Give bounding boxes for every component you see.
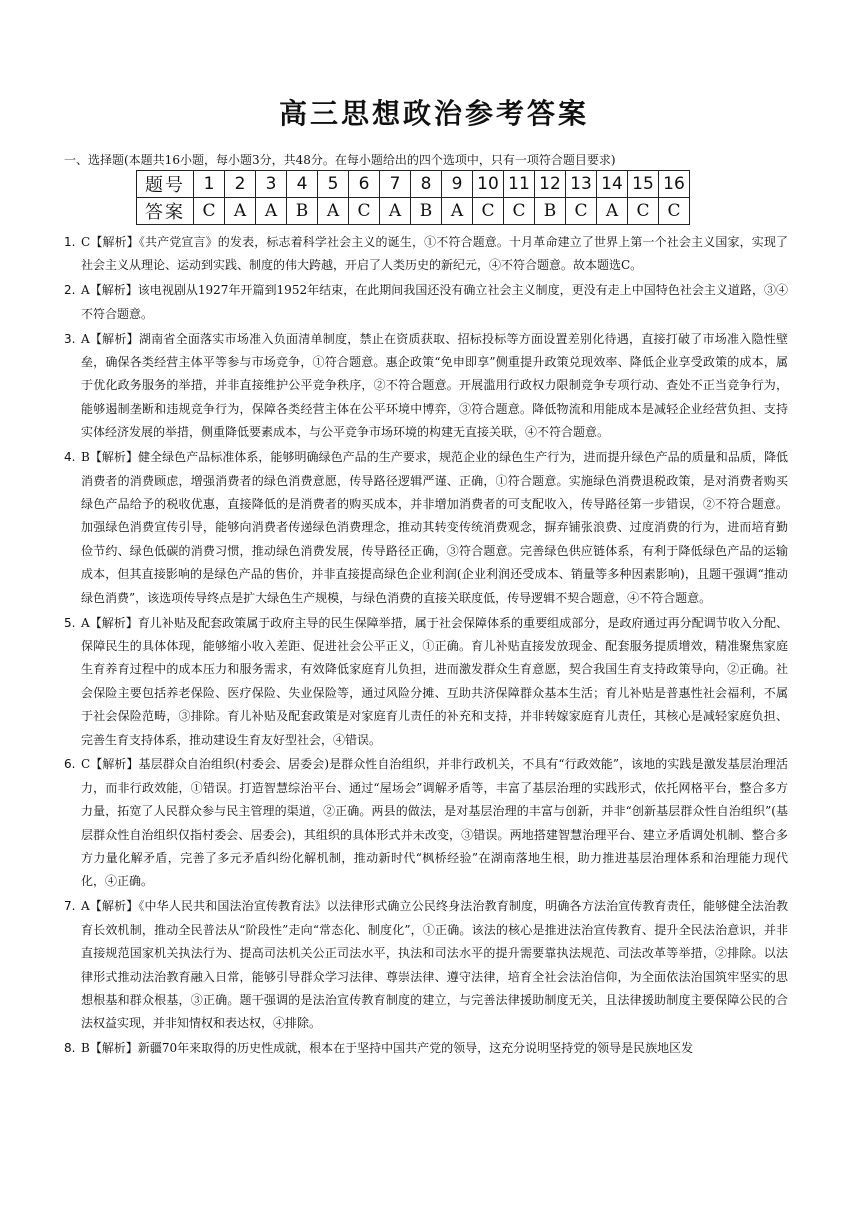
question-number-cell: 13 [566,171,597,198]
answer-cell: A [380,198,411,225]
question-number: 4. [64,450,76,465]
page-title: 高三思想政治参考答案 [278,97,589,130]
question-number-cell: 9 [442,171,473,198]
answer-cell: C [194,198,225,225]
question-number-cell: 8 [411,171,442,198]
table-row-label: 答案 [137,198,194,225]
question-number: 8. [64,1041,76,1056]
answer-cell: C [504,198,535,225]
question-number: 5. [64,615,76,630]
question-number-cell: 12 [535,171,566,198]
question-explanation [64,328,788,445]
question-list [64,231,788,1062]
question-number-cell: 2 [225,171,256,198]
answer-cell: C [659,198,690,225]
question-number-cell: 1 [194,171,225,198]
answer-table-number-row [137,171,690,198]
answer-cell: C [628,198,659,225]
answer-cell: A [442,198,473,225]
question-explanation [64,1037,788,1060]
question-number-cell: 15 [628,171,659,198]
question-number-cell: 5 [318,171,349,198]
question-explanation-text: B【解析】新疆70年来取得的历史性成就，根本在于坚持中国共产党的领导，这充分说明坚持党的领导是民族地区发 [81,1041,694,1056]
question-explanation [64,895,788,1035]
question-explanation [64,753,788,893]
answer-cell: C [566,198,597,225]
question-number: 6. [64,757,76,772]
question-number-cell: 14 [597,171,628,198]
question-number-cell: 10 [473,171,504,198]
question-explanation-text: A【解析】湖南省全面落实市场准入负面清单制度，禁止在资质获取、招标投标等方面设置差别化待遇，直接打破了市场准入隐性壁垒，确保各类经营主体平等参与市场竞争，①符合题意。惠企政策“免申即享”侧重提升政策兑现效率、降低企业享受政策的成本，属于优化政务服务的举措，并非直接维护公平竞争秩序，②不符合题意。开展滥用行政权力限制竞争专项行动、查处不正当竞争行为，能够遏制垄断和违规竞争行为，保障各类经营主体在公平环境中博弈，③符合题意。降低物流和用能成本是减轻企业经营负担、支持实体经济发展的举措，侧重降低要素成本，与公平竞争市场环境的构建无直接关联，④不符合题意。 [81,331,788,440]
question-explanation-text: A【解析】《中华人民共和国法治宣传教育法》以法律形式确立公民终身法治教育制度，明确各方法治宣传教育责任，能够健全法治教育长效机制，推动全民普法从“阶段性”走向“常态化、制度化”，①正确。该法的核心是推进法治宣传教育、提升全民法治意识，并非直接规范国家机关执法行为、提高司法机关公正司法水平，执法和司法水平的提升需要靠执法规范、司法改革等举措，②排除。以法律形式推动法治教育融入日常，能够引导群众学习法律、尊崇法律、遵守法律，培育全社会法治信仰，为全面依法治国筑牢坚实的思想根基和群众根基，③正确。题干强调的是法治宣传教育制度的建立，与完善法律援助制度无关，且法律援助制度主要保障公民的合法权益实现，并非知情权和表达权，④排除。 [81,899,788,1031]
question-explanation-text: A【解析】育儿补贴及配套政策属于政府主导的民生保障举措，属于社会保障体系的重要组成部分，是政府通过再分配调节收入分配、保障民生的具体体现，能够缩小收入差距、促进社会公平正义，①正确。育儿补贴直接发放现金、配套服务提质增效，精准聚焦家庭生育养育过程中的成本压力和服务需求，有效降低家庭育儿负担，进而激发群众生育意愿，契合我国生育支持政策导向，②正确。社会保险主要包括养老保险、医疗保险、失业保险等，通过风险分摊、互助共济保障群众基本生活；育儿补贴是普惠性社会福利，不属于社会保险范畴，③排除。育儿补贴及配套政策是对家庭育儿责任的补充和支持，并非转嫁家庭育儿责任，其核心是减轻家庭负担、完善生育支持体系，推动建设生育友好型社会，④错误。 [81,615,788,747]
question-number-cell: 7 [380,171,411,198]
answer-cell: B [535,198,566,225]
answer-cell: B [411,198,442,225]
question-number: 3. [64,331,76,346]
answer-cell: A [597,198,628,225]
answer-cell: A [318,198,349,225]
question-explanation-text: B【解析】健全绿色产品标准体系，能够明确绿色产品的生产要求，规范企业的绿色生产行为，进而提升绿色产品的质量和品质，降低消费者的消费顾虑，增强消费者的绿色消费意愿，传导路径逻辑严谨、正确，①符合题意。实施绿色消费退税政策，是对消费者购买绿色产品给予的税收优惠，直接降低的是消费者的购买成本，并非增加消费者的可支配收入，传导路径第一步错误，②不符合题意。加强绿色消费宣传引导，能够向消费者传递绿色消费理念，推动其转变传统消费观念，摒弃铺张浪费、过度消费的行为，进而培育勤俭节约、绿色低碳的消费习惯，推动绿色消费发展，传导路径正确，③符合题意。完善绿色供应链体系，有利于降低绿色产品的运输成本，但其直接影响的是绿色产品的售价，并非直接提高绿色企业利润(企业利润还受成本、销量等多种因素影响)，且题干强调“推动绿色消费”，该选项传导终点是扩大绿色生产规模，与绿色消费的直接关联度低，传导逻辑不契合题意，④不符合题意。 [81,450,788,605]
question-number: 1. [64,235,76,249]
question-explanation [64,231,788,278]
question-number-cell: 6 [349,171,380,198]
question-number-cell: 11 [504,171,535,198]
question-explanation [64,279,788,326]
answer-cell: B [287,198,318,225]
question-number: 2. [64,283,76,298]
question-number-cell: 16 [659,171,690,198]
question-number-cell: 3 [256,171,287,198]
answer-cell: C [473,198,504,225]
answer-cell: A [256,198,287,225]
answer-table [136,170,690,225]
question-explanation [64,612,788,752]
answer-cell: C [349,198,380,225]
question-explanation-text: C【解析】《共产党宣言》的发表，标志着科学社会主义的诞生，①不符合题意。十月革命建立了世界上第一个社会主义国家，实现了社会主义从理论、运动到实践、制度的伟大跨越，开启了人类历史的新纪元，④不符合题意。故本题选C。 [81,235,788,273]
question-number-cell: 4 [287,171,318,198]
question-explanation [64,446,788,610]
question-explanation-text: C【解析】基层群众自治组织(村委会、居委会)是群众性自治组织，并非行政机关，不具有“行政效能”，该地的实践是激发基层治理活力，而非行政效能，①错误。打造智慧综治平台、通过“屋场会”调解矛盾等，丰富了基层治理的实践形式，依托网格平台，整合多方力量，拓宽了人民群众参与民主管理的渠道，②正确。两县的做法，是对基层治理的丰富与创新，并非“创新基层群众性自治组织”(基层群众性自治组织仅指村委会、居委会)，其组织的具体形式并未改变，③错误。两地搭建智慧治理平台、建立矛盾调处机制、整合多方力量化解矛盾，完善了多元矛盾纠纷化解机制，推动新时代“枫桥经验”在湖南落地生根，助力推进基层治理体系和治理能力现代化，④正确。 [81,757,788,889]
answer-cell: A [225,198,256,225]
question-number: 7. [64,899,76,914]
section-heading: 一、选择题(本题共16小题，每小题3分，共48分。在每小题给出的四个选项中，只有一项符合题目要求) [64,153,616,167]
answer-table-answer-row [137,198,690,225]
question-explanation-text: A【解析】该电视剧从1927年开篇到1952年结束，在此期间我国还没有确立社会主义制度，更没有走上中国特色社会主义道路，③④不符合题意。 [81,283,788,321]
table-row-label: 题号 [137,171,194,198]
